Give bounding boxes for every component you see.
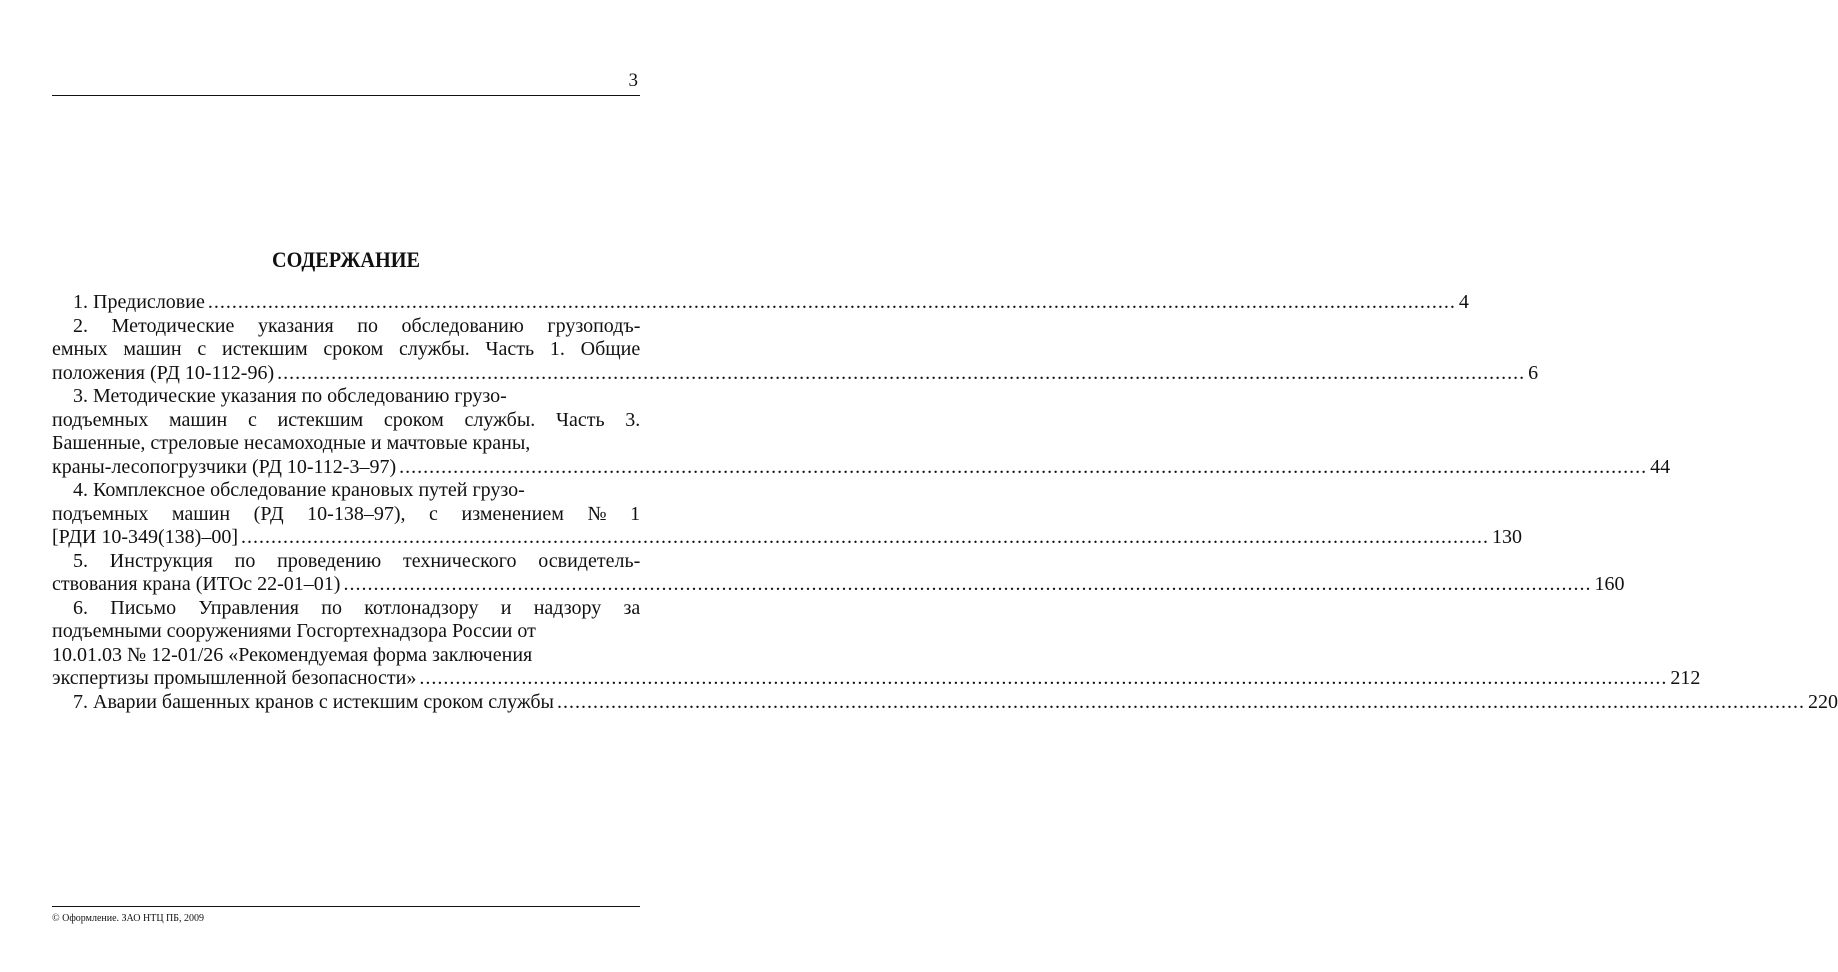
toc-line bbox=[52, 455, 1671, 480]
toc-entry-text: подъемными сооружениями Госгортехнадзора России от bbox=[52, 620, 536, 642]
toc-page-number: 130 bbox=[1492, 526, 1523, 548]
toc-entry bbox=[52, 291, 1469, 315]
toc-line bbox=[52, 479, 640, 503]
toc-line bbox=[52, 690, 1838, 715]
toc-entry bbox=[52, 690, 1838, 715]
toc-line bbox=[52, 597, 640, 621]
toc-entry-text: [РДИ 10-349(138)–00] bbox=[52, 526, 239, 548]
toc-entry-text: положения (РД 10-112-96) bbox=[52, 361, 275, 384]
toc-line bbox=[52, 667, 1701, 691]
toc-page-number: 212 bbox=[1670, 667, 1701, 689]
dot-leader bbox=[343, 573, 1591, 597]
toc-line bbox=[52, 620, 640, 644]
toc-entry-text: ствования крана (ИТОс 22-01–01) bbox=[52, 573, 341, 595]
toc-entry-text: подъемных машин (РД 10-138–97), с изменением № 1 bbox=[52, 502, 641, 525]
toc-entry bbox=[52, 596, 1701, 691]
toc-title: СОДЕРЖАНИЕ bbox=[271, 247, 421, 272]
dot-leader bbox=[277, 362, 1525, 386]
toc-line bbox=[52, 503, 640, 527]
toc-line bbox=[52, 526, 1523, 550]
dot-leader bbox=[399, 456, 1647, 480]
toc-entry bbox=[52, 385, 1671, 479]
toc-entry-text: 7. Аварии башенных кранов с истекшим сроком службы bbox=[73, 690, 554, 713]
toc-entry-text: подъемных машин с истекшим сроком службы. Часть 3. bbox=[52, 408, 641, 431]
toc-entry bbox=[52, 479, 1523, 550]
toc-entry-text: 2. Методические указания по обследованию грузоподъ- bbox=[73, 314, 641, 337]
toc-page-number: 160 bbox=[1594, 573, 1625, 595]
footer-rule bbox=[52, 906, 640, 907]
toc-line bbox=[52, 409, 640, 433]
copyright-footer: © Оформление. ЗАО НТЦ ПБ, 2009 bbox=[52, 913, 205, 924]
toc-entry-text: 1. Предисловие bbox=[73, 291, 205, 313]
dot-leader bbox=[557, 691, 1805, 715]
toc-entry-text: краны-лесопогрузчики (РД 10-112-3–97) bbox=[52, 455, 397, 478]
toc-entry-text: 6. Письмо Управления по котлонадзору и надзору за bbox=[73, 596, 641, 619]
toc-entry-text: 4. Комплексное обследование крановых путей грузо- bbox=[73, 479, 525, 501]
dot-leader bbox=[419, 667, 1667, 691]
toc-entry-text: 5. Инструкция по проведению технического освидетель- bbox=[73, 549, 641, 572]
dot-leader bbox=[208, 291, 1456, 315]
toc-entry-text: Башенные, стреловые несамоходные и мачтовые краны, bbox=[52, 432, 531, 454]
toc-line bbox=[52, 644, 640, 668]
toc-line bbox=[52, 550, 640, 574]
toc-page-number: 44 bbox=[1650, 455, 1671, 478]
table-of-contents bbox=[52, 291, 1838, 714]
toc-page-number: 4 bbox=[1458, 291, 1469, 313]
toc-line bbox=[52, 338, 640, 362]
toc-line bbox=[52, 385, 640, 409]
toc-entry-text: 3. Методические указания по обследованию грузо- bbox=[73, 385, 507, 407]
page-number: 3 bbox=[628, 70, 638, 91]
toc-line bbox=[52, 573, 1625, 597]
toc-entry bbox=[52, 549, 1625, 597]
toc-line bbox=[52, 291, 1469, 315]
header-rule bbox=[52, 95, 640, 96]
toc-entry bbox=[52, 314, 1539, 386]
toc-entry-text: емных машин с истекшим сроком службы. Часть 1. Общие bbox=[52, 338, 641, 360]
toc-entry-text: 10.01.03 № 12-01/26 «Рекомендуемая форма заключения bbox=[52, 643, 533, 666]
toc-page-number: 220 bbox=[1808, 690, 1838, 713]
toc-line bbox=[52, 361, 1539, 386]
toc-entry-text: экспертизы промышленной безопасности» bbox=[52, 667, 417, 689]
toc-page-number: 6 bbox=[1528, 361, 1539, 384]
dot-leader bbox=[241, 526, 1489, 550]
toc-line bbox=[52, 432, 640, 456]
toc-line bbox=[52, 315, 640, 339]
